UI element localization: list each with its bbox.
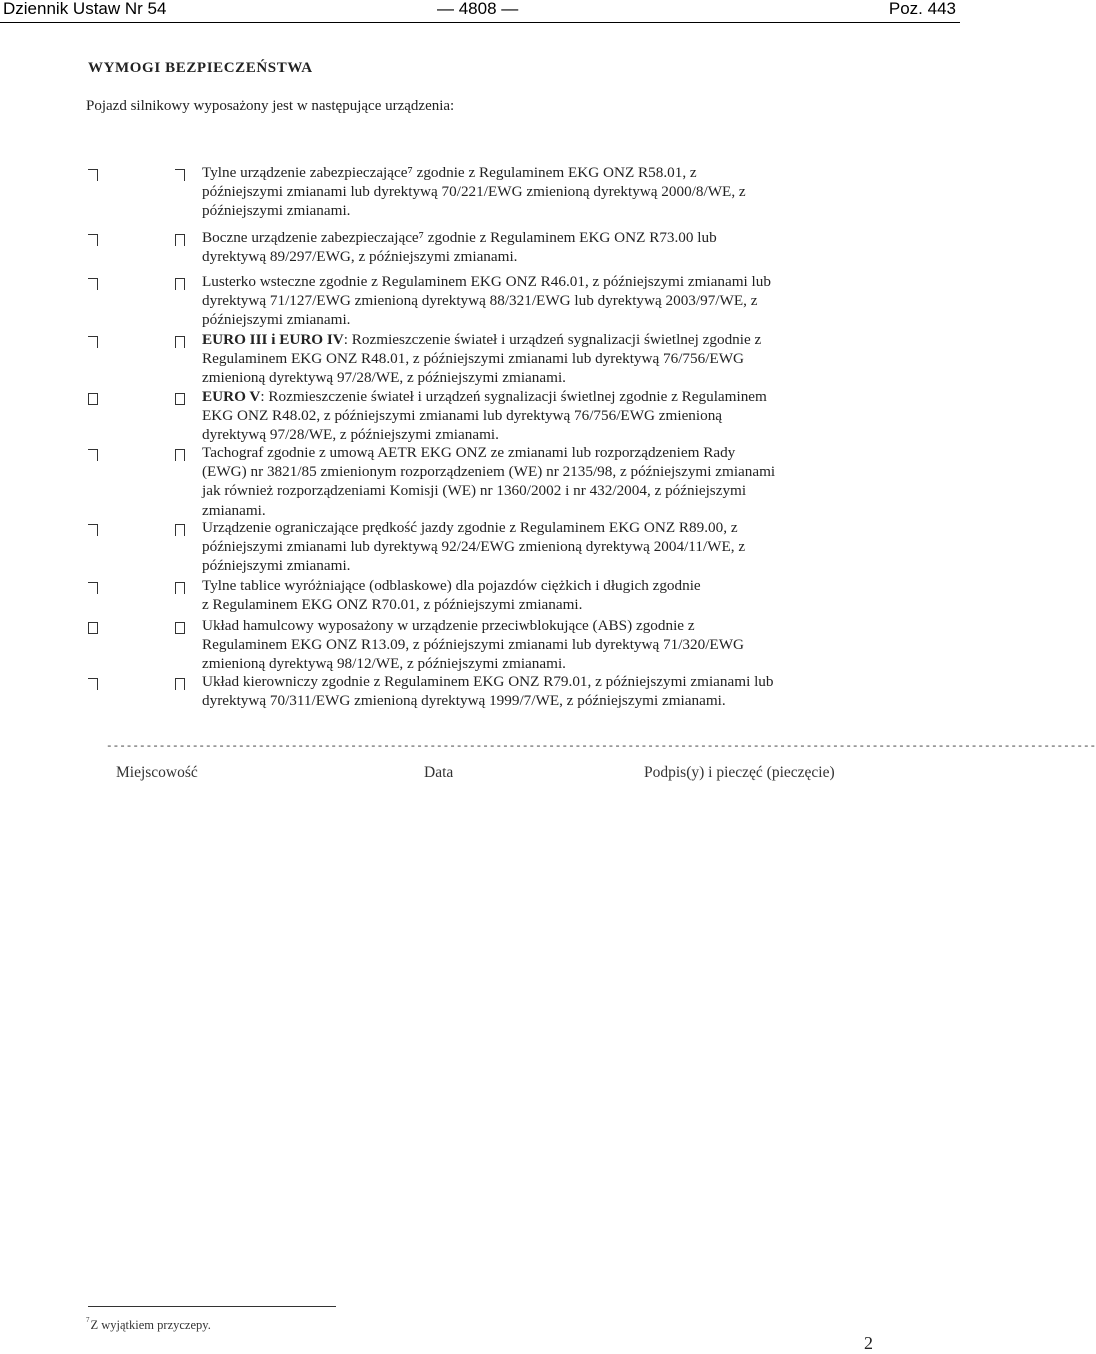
- requirement-line: [202, 576, 868, 595]
- requirement-line: [202, 291, 868, 310]
- requirement-line-text: zmienioną dyrektywą 98/12/WE, z późniejszymi zmianami.: [202, 655, 566, 673]
- requirement-line-text: : Rozmieszczenie świateł i urządzeń sygnalizacji świetlnej zgodnie z: [343, 331, 762, 348]
- footnote-rule: [88, 1306, 336, 1307]
- checkbox-column2[interactable]: [175, 582, 185, 594]
- requirement-line-text: dyrektywą 89/297/EWG, z późniejszymi zmianami.: [202, 248, 518, 266]
- requirement-bold-label: EURO V: [202, 388, 261, 405]
- position-number: Poz. 443: [888, 0, 956, 18]
- page-number: 2: [864, 1333, 873, 1353]
- checkbox-column2[interactable]: [175, 622, 185, 634]
- requirement-line-text: Lusterko wsteczne zgodnie z Regulaminem EKG ONZ R46.01, z późniejszymi zmianami lub: [202, 273, 771, 290]
- checkbox-column1[interactable]: [88, 393, 98, 405]
- requirement-line-text: dyrektywą 97/28/WE, z późniejszymi zmianami.: [202, 426, 499, 444]
- requirement-text: [202, 518, 868, 576]
- requirement-line: [202, 462, 868, 481]
- requirement-line-text: zmienioną dyrektywą 97/28/WE, z późniejszymi zmianami.: [202, 369, 566, 387]
- requirement-line-text: późniejszymi zmianami.: [202, 557, 351, 575]
- requirement-line-text: późniejszymi zmianami lub dyrektywą 92/24/EWG zmienioną dyrektywą 2004/11/WE, z: [202, 538, 746, 556]
- requirement-line: [202, 537, 868, 556]
- requirement-line-text: jak również rozporządzeniami Komisji (WE) nr 1360/2002 i nr 432/2004, z późniejszymi: [202, 482, 747, 500]
- requirement-line: [202, 425, 868, 444]
- requirement-line: [202, 228, 868, 247]
- page-header: [0, 0, 960, 23]
- requirement-line-text: Tylne tablice wyróżniające (odblaskowe) dla pojazdów ciężkich i długich zgodnie: [202, 577, 701, 594]
- requirement-line: [202, 201, 868, 220]
- signature-sign-label: Podpis(y) i pieczęć (pieczęcie): [644, 764, 835, 781]
- checkbox-column2[interactable]: [175, 524, 185, 536]
- requirement-line-text: Tylne urządzenie zabezpieczające⁷ zgodnie z Regulaminem EKG ONZ R58.01, z: [202, 164, 697, 181]
- requirement-line-text: dyrektywą 70/311/EWG zmienioną dyrektywą 1999/7/WE, z późniejszymi zmianami.: [202, 692, 726, 710]
- requirement-text: [202, 443, 868, 520]
- requirement-line-text: (EWG) nr 3821/85 zmienionym rozporządzeniem (WE) nr 2135/98, z późniejszymi zmianami: [202, 463, 776, 481]
- checkbox-column2[interactable]: [175, 336, 185, 348]
- requirement-line-text: : Rozmieszczenie świateł i urządzeń sygnalizacji świetlnej zgodnie z Regulaminem: [260, 388, 767, 405]
- requirement-line: [202, 330, 868, 349]
- requirement-line-text: Układ kierowniczy zgodnie z Regulaminem EKG ONZ R79.01, z późniejszymi zmianami lub: [202, 673, 774, 690]
- signature-place-label: Miejscowość: [116, 764, 198, 781]
- requirement-line: [202, 518, 868, 537]
- checkbox-column1[interactable]: [88, 449, 98, 461]
- requirement-text: [202, 228, 868, 266]
- checkbox-column2[interactable]: [175, 678, 185, 690]
- checkbox-column2[interactable]: [175, 234, 185, 246]
- checkbox-column2[interactable]: [175, 393, 185, 405]
- signature-date-label: Data: [424, 764, 454, 781]
- requirement-line: [202, 349, 868, 368]
- requirement-line: [202, 368, 868, 387]
- requirement-line-text: Urządzenie ograniczające prędkość jazdy zgodnie z Regulaminem EKG ONZ R89.00, z: [202, 519, 738, 536]
- requirement-text: [202, 330, 868, 388]
- requirement-line: [202, 556, 868, 575]
- requirement-line-text: Regulaminem EKG ONZ R48.01, z późniejszymi zmianami lub dyrektywą 76/756/EWG: [202, 350, 744, 368]
- requirement-line: [202, 272, 868, 291]
- requirement-line: [202, 691, 868, 710]
- footnote-mark: 7: [86, 1316, 90, 1324]
- requirement-text: [202, 672, 868, 710]
- footnote: [86, 1316, 211, 1333]
- requirement-line: [202, 481, 868, 500]
- requirement-line: [202, 443, 868, 462]
- requirement-line-text: Tachograf zgodnie z umową AETR EKG ONZ ze zmianami lub rozporządzeniem Rady: [202, 444, 736, 461]
- requirement-line: [202, 310, 868, 329]
- journal-title: Dziennik Ustaw Nr 54: [3, 0, 167, 18]
- checkbox-column2[interactable]: [175, 169, 185, 181]
- requirement-line-text: dyrektywą 71/127/EWG zmienioną dyrektywą 88/321/EWG lub dyrektywą 2003/97/WE, z: [202, 292, 758, 310]
- requirement-line-text: Układ hamulcowy wyposażony w urządzenie przeciwblokujące (ABS) zgodnie z: [202, 617, 695, 634]
- requirement-line: [202, 635, 868, 654]
- requirement-line-text: Regulaminem EKG ONZ R13.09, z późniejszymi zmianami lub dyrektywą 71/320/EWG: [202, 636, 744, 654]
- signature-dashed-line: ------------------------------------------------------------------------------------------------------------------------------------------------------: [106, 741, 1096, 753]
- checkbox-column2[interactable]: [175, 449, 185, 461]
- checkbox-column1[interactable]: [88, 278, 98, 290]
- checkbox-column2[interactable]: [175, 278, 185, 290]
- checkbox-column1[interactable]: [88, 582, 98, 594]
- requirement-line: [202, 163, 868, 182]
- checkbox-column1[interactable]: [88, 234, 98, 246]
- requirement-line: [202, 387, 868, 406]
- checkbox-column1[interactable]: [88, 678, 98, 690]
- section-title: WYMOGI BEZPIECZEŃSTWA: [88, 60, 313, 76]
- requirement-line: [202, 501, 868, 520]
- requirement-text: [202, 576, 868, 614]
- requirement-text: [202, 616, 868, 674]
- requirement-line: [202, 654, 868, 673]
- requirement-text: [202, 387, 868, 445]
- checkbox-column1[interactable]: [88, 524, 98, 536]
- requirement-line: [202, 616, 868, 635]
- requirement-line: [202, 595, 868, 614]
- checkbox-column1[interactable]: [88, 622, 98, 634]
- requirement-line: [202, 247, 868, 266]
- page-marker: — 4808 —: [437, 0, 519, 18]
- footnote-text: Z wyjątkiem przyczepy.: [90, 1318, 211, 1332]
- requirement-line-text: późniejszymi zmianami lub dyrektywą 70/221/EWG zmienioną dyrektywą 2000/8/WE, z: [202, 183, 746, 201]
- requirement-line-text: EKG ONZ R48.02, z późniejszymi zmianami lub dyrektywą 76/756/EWG zmienioną: [202, 407, 723, 425]
- requirement-line: [202, 672, 868, 691]
- requirement-line: [202, 406, 868, 425]
- requirement-line-text: z Regulaminem EKG ONZ R70.01, z późniejszymi zmianami.: [202, 596, 583, 614]
- checkbox-column1[interactable]: [88, 169, 98, 181]
- requirement-bold-label: EURO III i EURO IV: [202, 331, 344, 348]
- requirement-line: [202, 182, 868, 201]
- requirement-line-text: późniejszymi zmianami.: [202, 202, 351, 220]
- intro-text: Pojazd silnikowy wyposażony jest w następujące urządzenia:: [86, 98, 455, 114]
- checkbox-column1[interactable]: [88, 336, 98, 348]
- requirement-line-text: późniejszymi zmianami.: [202, 311, 351, 329]
- requirement-line-text: zmianami.: [202, 501, 266, 519]
- requirement-line-text: Boczne urządzenie zabezpieczające⁷ zgodnie z Regulaminem EKG ONZ R73.00 lub: [202, 229, 717, 246]
- requirement-text: [202, 163, 868, 221]
- requirement-text: [202, 272, 868, 330]
